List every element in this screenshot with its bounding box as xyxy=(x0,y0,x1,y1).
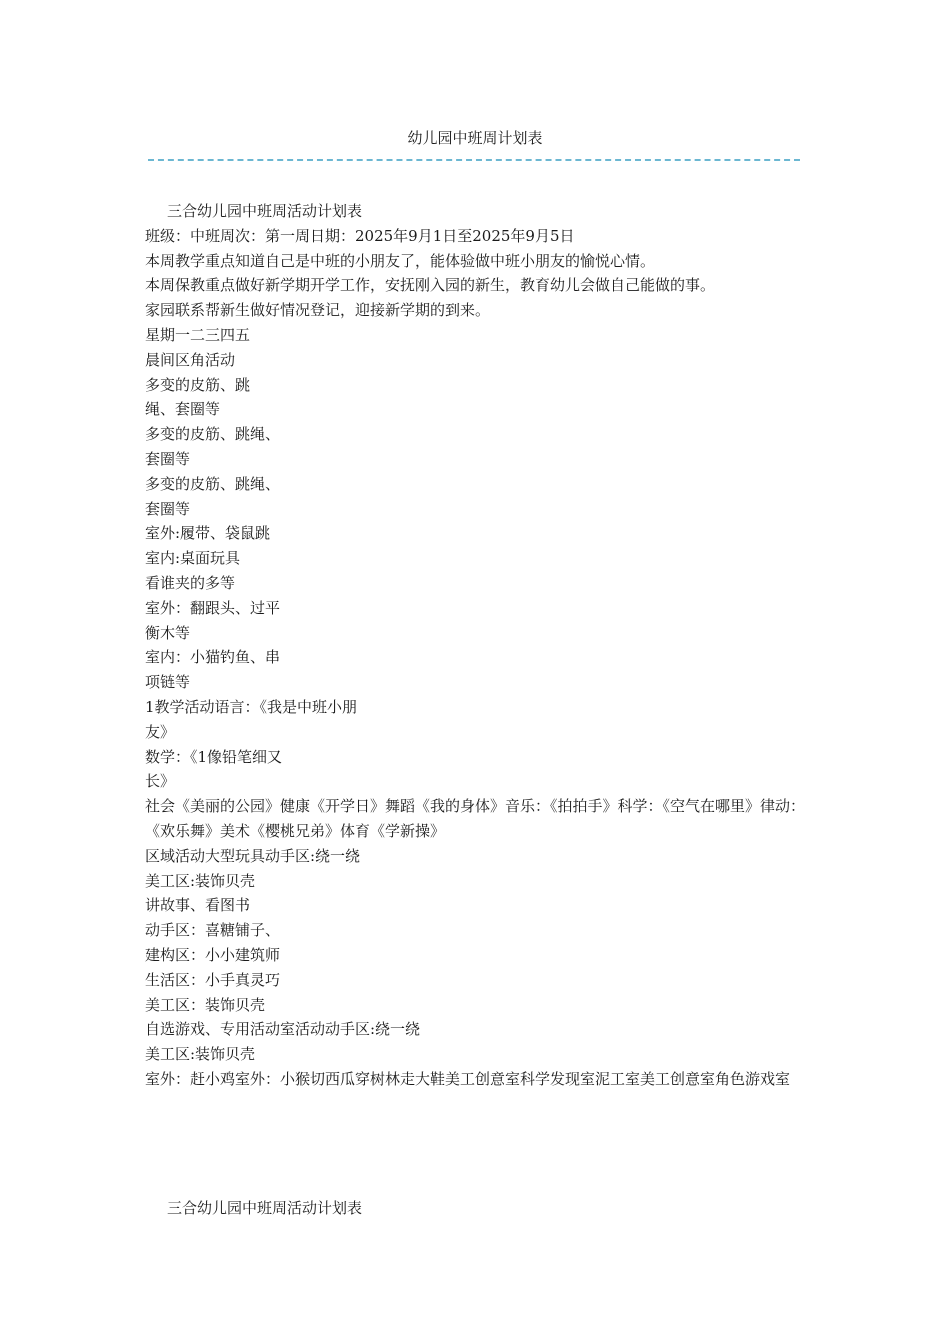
text-line: 看谁夹的多等 xyxy=(145,573,236,592)
text-line: 室外：赶小鸡室外：小猴切西瓜穿树林走大鞋美工创意室科学发现室泥工室美工创意室角色游戏室 xyxy=(145,1069,791,1088)
document-title: 幼儿园中班周计划表 xyxy=(407,129,543,147)
text-line: 项链等 xyxy=(145,673,191,692)
text-line: 晨间区角活动 xyxy=(145,350,236,369)
text-line: 美工区:装饰贝壳 xyxy=(145,871,256,890)
text-line: 美工区：装饰贝壳 xyxy=(145,995,266,1014)
text-line: 长》 xyxy=(145,772,176,791)
text-line: 社会《美丽的公园》健康《开学日》舞蹈《我的身体》音乐：《拍拍手》科学：《空气在哪里》律动：《欢乐舞》美术《樱桃兄弟》体育《学新操》 xyxy=(145,797,806,840)
text-line: 讲故事、看图书 xyxy=(145,896,251,915)
text-line: 1教学活动语言：《我是中班小朋 xyxy=(145,697,358,716)
section-heading: 三合幼儿园中班周活动计划表 xyxy=(167,202,363,220)
text-line: 绳、套圈等 xyxy=(145,400,221,419)
text-line: 套圈等 xyxy=(145,499,191,518)
text-line: 生活区：小手真灵巧 xyxy=(145,970,281,989)
text-line: 多变的皮筋、跳绳、 xyxy=(145,474,281,493)
text-line: 室内：小猫钓鱼、串 xyxy=(145,648,281,667)
text-line: 室外：翻跟头、过平 xyxy=(145,598,281,617)
text-line: 衡木等 xyxy=(145,623,191,642)
text-line: 本周保教重点做好新学期开学工作，安抚刚入园的新生，教育幼儿会做自己能做的事。 xyxy=(145,276,716,295)
bottom-section-heading: 三合幼儿园中班周活动计划表 xyxy=(167,1199,363,1217)
text-line: 多变的皮筋、跳 xyxy=(145,375,251,394)
text-line: 室外:履带、袋鼠跳 xyxy=(145,524,271,543)
text-line: 室内:桌面玩具 xyxy=(145,549,241,568)
text-line: 区域活动大型玩具动手区:绕一绕 xyxy=(145,846,361,865)
text-line: 自选游戏、专用活动室活动动手区:绕一绕 xyxy=(145,1020,421,1039)
title-divider xyxy=(148,159,800,161)
text-line: 建构区：小小建筑师 xyxy=(145,945,281,964)
text-line: 星期一二三四五 xyxy=(145,325,251,344)
text-line: 班级：中班周次：第一周日期：2025年9月1日至2025年9月5日 xyxy=(145,226,575,245)
text-line: 家园联系帮新生做好情况登记，迎接新学期的到来。 xyxy=(145,301,491,320)
text-line: 本周教学重点知道自己是中班的小朋友了，能体验做中班小朋友的愉悦心情。 xyxy=(145,251,656,270)
text-line: 数学：《1像铅笔细又 xyxy=(145,747,283,766)
text-line: 多变的皮筋、跳绳、 xyxy=(145,425,281,444)
text-line: 美工区:装饰贝壳 xyxy=(145,1045,256,1064)
text-line: 动手区：喜糖铺子、 xyxy=(145,921,281,940)
text-line: 友》 xyxy=(145,722,176,741)
document-body xyxy=(145,199,810,1092)
text-line: 套圈等 xyxy=(145,449,191,468)
